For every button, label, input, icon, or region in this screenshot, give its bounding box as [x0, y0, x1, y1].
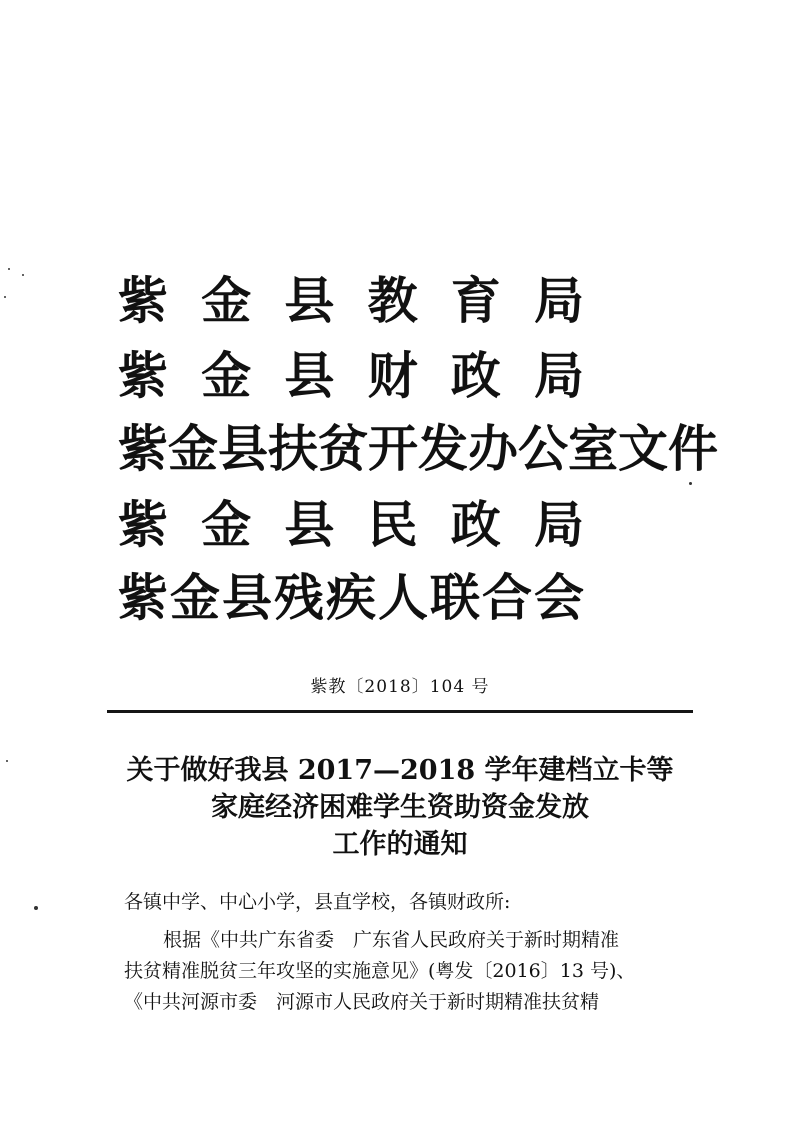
issuer-char: 发	[418, 420, 468, 478]
issuer-char: 金	[170, 569, 220, 627]
issuer-char: 金	[201, 347, 252, 405]
issuer-char: 贫	[318, 420, 368, 478]
issuer-char: 扶	[268, 420, 318, 478]
issuer-char: 县	[284, 347, 335, 405]
issuer-char: 金	[168, 420, 218, 478]
body-paragraph-line-2: 扶贫精准脱贫三年攻坚的实施意见》(粤发〔2016〕13 号)、	[124, 960, 636, 982]
issuer-char: 文	[618, 420, 668, 478]
document-title-line-3: 工作的通知	[332, 829, 468, 860]
issuer-char: 县	[222, 569, 272, 627]
issuer-poverty-alleviation-office	[118, 420, 718, 478]
issuer-char: 局	[533, 272, 584, 330]
body-paragraph-line-1: 根据《中共广东省委 广东省人民政府关于新时期精准	[163, 929, 620, 951]
issuer-char: 民	[367, 496, 418, 554]
issuer-char: 政	[450, 496, 501, 554]
scan-speck	[689, 482, 692, 485]
issuer-char: 县	[284, 496, 335, 554]
issuer-char: 紫	[118, 569, 168, 627]
issuer-char: 财	[367, 347, 418, 405]
issuer-char: 开	[368, 420, 418, 478]
issuer-char: 紫	[118, 272, 168, 330]
issuer-char: 紫	[118, 347, 168, 405]
issuer-char: 合	[482, 569, 532, 627]
body-paragraph-line-3: 《中共河源市委 河源市人民政府关于新时期精准扶贫精	[124, 991, 600, 1013]
issuer-char: 育	[450, 272, 501, 330]
issuer-char: 办	[468, 420, 518, 478]
issuer-char: 会	[534, 569, 584, 627]
issuer-char: 局	[533, 347, 584, 405]
issuer-char: 人	[378, 569, 428, 627]
issuer-education-bureau	[118, 272, 584, 330]
issuer-char: 联	[430, 569, 480, 627]
document-title-line-1: 关于做好我县 2017—2018 学年建档立卡等	[126, 755, 674, 786]
issuer-char: 紫	[118, 420, 168, 478]
scan-speck	[34, 906, 38, 910]
issuer-char: 疾	[326, 569, 376, 627]
scan-speck	[8, 268, 10, 270]
issuer-char: 公	[518, 420, 568, 478]
header-divider	[107, 710, 693, 713]
issuer-char: 金	[201, 496, 252, 554]
issuer-char: 紫	[118, 496, 168, 554]
issuer-disabled-persons-federation	[118, 569, 584, 627]
issuer-char: 金	[201, 272, 252, 330]
issuer-char: 残	[274, 569, 324, 627]
recipients-line: 各镇中学、中心小学，县直学校，各镇财政所:	[124, 891, 511, 913]
issuer-char: 件	[668, 420, 718, 478]
issuer-char: 局	[533, 496, 584, 554]
scan-speck	[22, 274, 24, 276]
issuer-char: 教	[367, 272, 418, 330]
scan-speck	[6, 760, 8, 762]
issuer-finance-bureau	[118, 347, 584, 405]
issuer-char: 县	[284, 272, 335, 330]
issuer-char: 政	[450, 347, 501, 405]
scan-speck	[4, 296, 6, 298]
issuer-char: 室	[568, 420, 618, 478]
document-title-line-2: 家庭经济困难学生资助资金发放	[211, 792, 589, 823]
document-number: 紫教〔2018〕104 号	[310, 677, 490, 697]
issuer-civil-affairs-bureau	[118, 496, 584, 554]
issuer-char: 县	[218, 420, 268, 478]
